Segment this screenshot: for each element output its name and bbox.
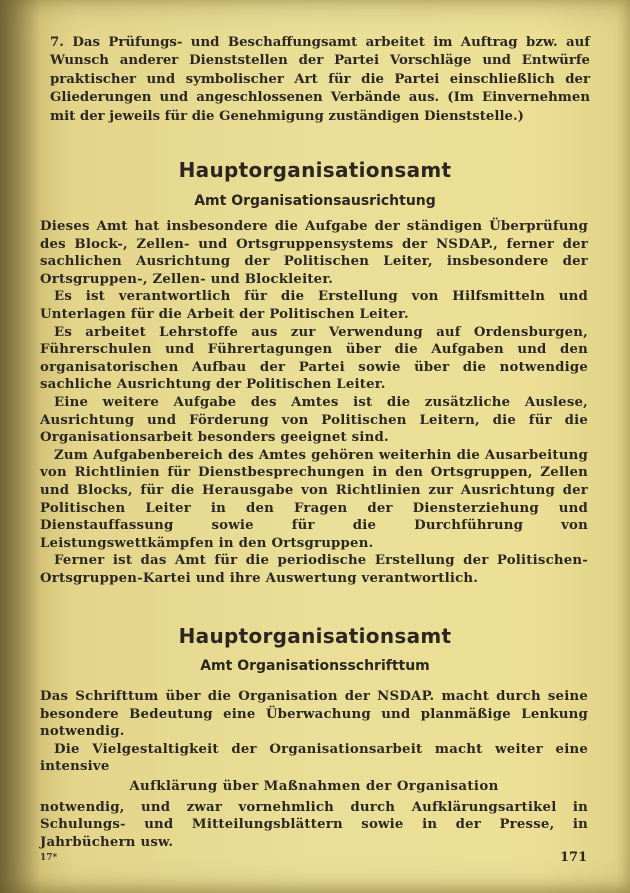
section-1-title: Hauptorganisationsamt bbox=[178, 158, 452, 182]
section-1-paragraph: Eine weitere Aufgabe des Amtes ist die zusätzliche Auslese, Ausrichtung und Förderung von Politischen Leitern, die für die Organisationsarbeit besonders geeignet sind. bbox=[40, 394, 588, 446]
section-1-paragraph: Es arbeitet Lehrstoffe aus zur Verwendung auf Ordensburgen, Führerschulen und Führertagungen über die Aufgaben und den organisatorischen Aufbau der Partei sowie über die notwendige sachliche Ausrichtung der Politischen Leiter. bbox=[40, 324, 588, 393]
section-1-paragraph: Zum Aufgabenbereich des Amtes gehören weiterhin die Ausarbeitung von Richtlinien für Dienstbesprechungen in den Ortsgruppen, Zellen und Blocks, für die Herausgabe von Richtlinien zur Ausrichtung der Politischen Leiter in den Fragen der Diensterziehung und Dienstauffassung sowie für die Durchführung von Leistungswettkämpfen in den Ortsgruppen. bbox=[40, 447, 588, 551]
section-1-paragraph: Dieses Amt hat insbesondere die Aufgabe der ständigen Überprüfung des Block-, Zellen- und Ortsgruppensystems der NSDAP., ferner der sachlichen Ausrichtung der Politischen Leiter, insbesondere der Ortsgruppen-, Zellen- und Blockleiter. bbox=[40, 219, 588, 287]
section-1-body bbox=[40, 218, 588, 587]
section-1-paragraph: Ferner ist das Amt für die periodische Erstellung der Politischen-Ortsgruppen-Kartei und ihre Auswertung verantwortlich. bbox=[40, 553, 588, 586]
section-1-paragraph: Es ist verantwortlich für die Erstellung von Hilfsmitteln und Unterlagen für die Arbeit der Politischen Leiter. bbox=[40, 289, 588, 322]
section-2-continuation: notwendig, und zwar vornehmlich durch Aufklärungsartikel in Schulungs- und Mitteilungsblättern sowie in der Presse, in Jahrbüchern usw. bbox=[40, 799, 588, 850]
item-7-paragraph bbox=[50, 34, 590, 126]
page-spine-shadow bbox=[0, 0, 40, 893]
section-2-paragraph: Die Vielgestaltigkeit der Organisationsarbeit macht weiter eine intensive bbox=[40, 741, 588, 775]
item-7-text: Das Prüfungs- und Beschaffungsamt arbeitet im Auftrag bzw. auf Wunsch anderer Dienststellen der Partei Vorschläge und Entwürfe praktischer und symbolischer Art für die Partei einschließlich der Gliederungen und angeschlossenen Verbände aus. (Im Einvernehmen mit der jeweils für die Genehmigung zuständigen Dienststelle.) bbox=[50, 35, 590, 124]
item-number: 7. bbox=[50, 35, 64, 50]
page-number: 171 bbox=[560, 850, 588, 865]
section-2-title: Hauptorganisationsamt bbox=[178, 624, 452, 648]
section-2-paragraph: Das Schrifttum über die Organisation der NSDAP. macht durch seine besondere Bedeutung eine Überwachung und planmäßige Lenkung notwendig. bbox=[40, 689, 588, 740]
section-1-subtitle: Amt Organisationsausrichtung bbox=[194, 193, 436, 209]
inline-heading: Aufklärung über Maßnahmen der Organisation bbox=[129, 778, 499, 794]
signature-mark: 17* bbox=[40, 853, 58, 863]
section-2-subtitle: Amt Organisationsschrifttum bbox=[200, 658, 430, 674]
section-2-body bbox=[40, 688, 588, 851]
